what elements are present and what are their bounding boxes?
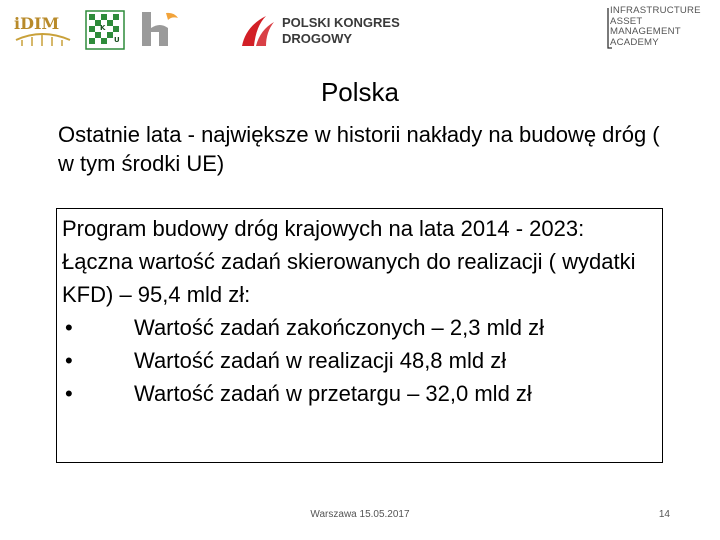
iam-line-4: ACADEMY	[610, 36, 659, 48]
bullet-item	[62, 344, 662, 377]
idim-logo	[12, 10, 74, 48]
iam-line-3: MANAGEMENT	[610, 26, 681, 37]
h-logo	[140, 10, 180, 48]
iam-line-1: INFRASTRUCTURE	[610, 5, 701, 16]
bullet-text: Wartość zadań w przetargu – 32,0 mld zł	[134, 381, 532, 406]
program-heading: Program budowy dróg krajowych na lata 2014 - 2023:	[62, 216, 585, 241]
footer-date: Warszawa 15.05.2017	[310, 509, 410, 520]
svg-text:K: K	[100, 24, 106, 32]
bullet-symbol: •	[65, 348, 73, 373]
svg-text:U: U	[114, 36, 120, 44]
pkd-line-2: DROGOWY	[282, 31, 353, 46]
svg-text:iDIM: iDIM	[14, 14, 60, 33]
ikku-logo	[85, 10, 125, 50]
slide-title: Polska	[320, 77, 400, 107]
iam-line-2: ASSET	[610, 15, 643, 27]
intro-text: Ostatnie lata - największe w historii nakłady na budowę dróg ( w tym środki UE)	[58, 122, 660, 176]
bullet-text: Wartość zadań w realizacji 48,8 mld zł	[134, 348, 507, 373]
program-box-text	[62, 212, 662, 410]
bullet-text: Wartość zadań zakończonych – 2,3 mld zł	[134, 315, 545, 340]
bullet-symbol: •	[65, 315, 73, 340]
infrastructure-asset-management-academy-logo	[604, 6, 716, 50]
program-total: Łączna wartość zadań skierowanych do realizacji ( wydatki KFD) – 95,4 mld zł:	[62, 249, 636, 307]
bullet-symbol: •	[65, 381, 73, 406]
pkd-line-1: POLSKI KONGRES	[282, 15, 400, 30]
page-number: 14	[658, 509, 670, 520]
bullet-item	[62, 311, 662, 344]
bullet-item	[62, 377, 662, 410]
polski-kongres-drogowy-logo	[238, 12, 428, 48]
